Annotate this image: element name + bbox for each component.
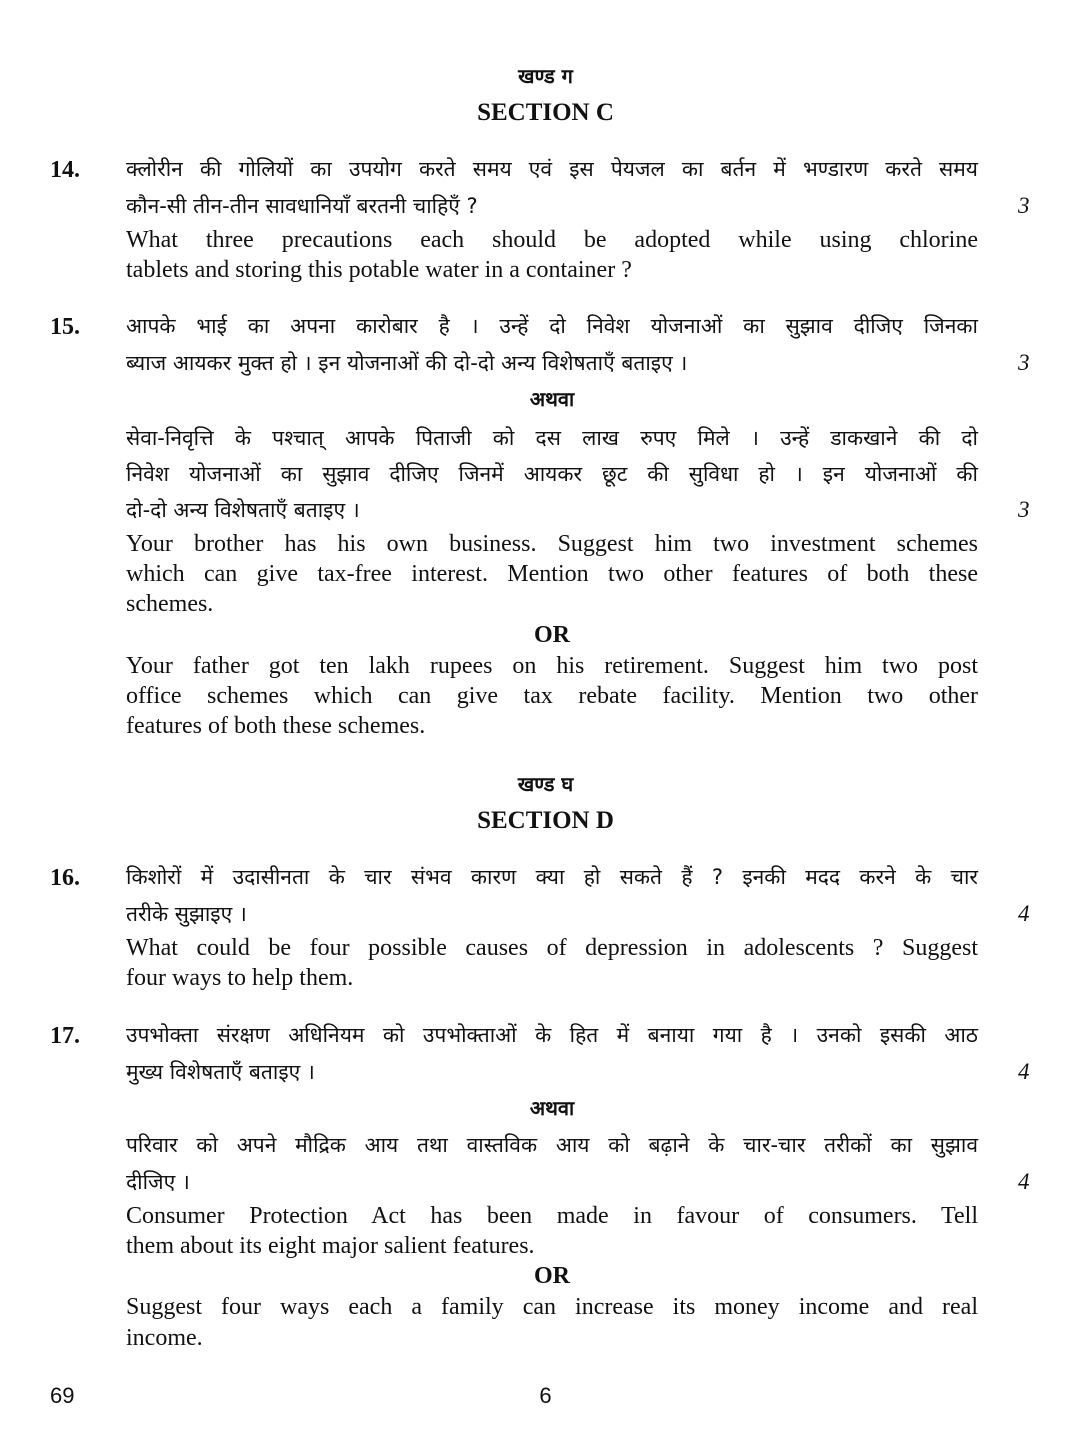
question-17-or-hindi: अथवा [529,1096,575,1120]
question-17-alt-marks: 4 [1018,1169,1030,1194]
question-15-alt-hindi-line-1: सेवा-निवृत्ति के पश्चात् आपके पिताजी को दस लाख रुपए मिले । उन्हें डाकखाने की दो [126,426,978,450]
question-15-hindi-line-2: ब्याज आयकर मुक्त हो । इन योजनाओं की दो-दो अन्य विशेषताएँ बताइए । [126,351,688,375]
question-17-english-line-1: Consumer Protection Act has been made in favour of consumers. Tell [126,1203,978,1229]
question-14-english-line-2: tablets and storing this potable water in a container ? [126,257,632,283]
question-15-or-hindi: अथवा [529,387,575,411]
question-15-alt-marks: 3 [1018,497,1030,522]
section-c-hindi-heading: खण्ड ग [518,64,573,88]
question-16-number: 16. [50,865,80,891]
question-15-or-english: OR [534,622,570,648]
question-17-marks: 4 [1018,1059,1030,1084]
question-17-english-line-2: them about its eight major salient features. [126,1233,535,1259]
section-c-heading: SECTION C [477,99,614,126]
paper-code: 69 [50,1383,75,1408]
question-14-hindi-line-1: क्लोरीन की गोलियों का उपयोग करते समय एवं इस पेयजल का बर्तन में भण्डारण करते समय [126,157,978,181]
question-17-hindi-line-2: मुख्य विशेषताएँ बताइए । [126,1060,315,1084]
question-14-marks: 3 [1018,193,1030,218]
question-14-number: 14. [50,157,80,183]
question-14-english-line-1: What three precautions each should be adopted while using chlorine [126,227,978,253]
question-15-english-line-2: which can give tax-free interest. Mention two other features of both these [126,561,978,587]
page-number: 6 [539,1383,552,1408]
question-17-alt-english-line-2: income. [126,1325,203,1351]
question-17-or-english: OR [534,1263,570,1289]
question-15-english-line-3: schemes. [126,591,214,617]
question-15-alt-english-line-3: features of both these schemes. [126,713,426,739]
question-16-hindi-line-2: तरीके सुझाइए । [126,902,247,926]
section-d-heading: SECTION D [477,807,614,834]
question-16-english-line-1: What could be four possible causes of depression in adolescents ? Suggest [126,935,978,961]
question-16-english-line-2: four ways to help them. [126,965,354,991]
question-15-number: 15. [50,314,80,340]
question-15-alt-english-line-2: office schemes which can give tax rebate facility. Mention two other [126,683,978,709]
question-15-english-line-1: Your brother has his own business. Suggest him two investment schemes [126,531,978,557]
question-17-hindi-line-1: उपभोक्ता संरक्षण अधिनियम को उपभोक्ताओं के हित में बनाया गया है । उनको इसकी आठ [126,1023,978,1047]
question-15-hindi-line-1: आपके भाई का अपना कारोबार है । उन्हें दो निवेश योजनाओं का सुझाव दीजिए जिनका [126,314,978,338]
question-15-alt-english-line-1: Your father got ten lakh rupees on his retirement. Suggest him two post [126,653,978,679]
question-17-alt-english-line-1: Suggest four ways each a family can increase its money income and real [126,1294,978,1320]
question-15-alt-hindi-line-2: निवेश योजनाओं का सुझाव दीजिए जिनमें आयकर छूट की सुविधा हो । इन योजनाओं की [126,462,978,486]
question-14-hindi-line-2: कौन-सी तीन-तीन सावधानियाँ बरतनी चाहिएँ ? [126,194,478,218]
question-16-hindi-line-1: किशोरों में उदासीनता के चार संभव कारण क्या हो सकते हैं ? इनकी मदद करने के चार [126,865,978,889]
question-15-alt-hindi-line-3: दो-दो अन्य विशेषताएँ बताइए । [126,498,360,522]
section-d-hindi-heading: खण्ड घ [517,772,574,796]
question-17-alt-hindi-line-1: परिवार को अपने मौद्रिक आय तथा वास्तविक आय को बढ़ाने के चार-चार तरीकों का सुझाव [126,1133,978,1157]
question-15-marks: 3 [1018,350,1030,375]
question-16-marks: 4 [1018,901,1030,926]
question-17-number: 17. [50,1023,80,1049]
question-17-alt-hindi-line-2: दीजिए । [126,1170,190,1194]
